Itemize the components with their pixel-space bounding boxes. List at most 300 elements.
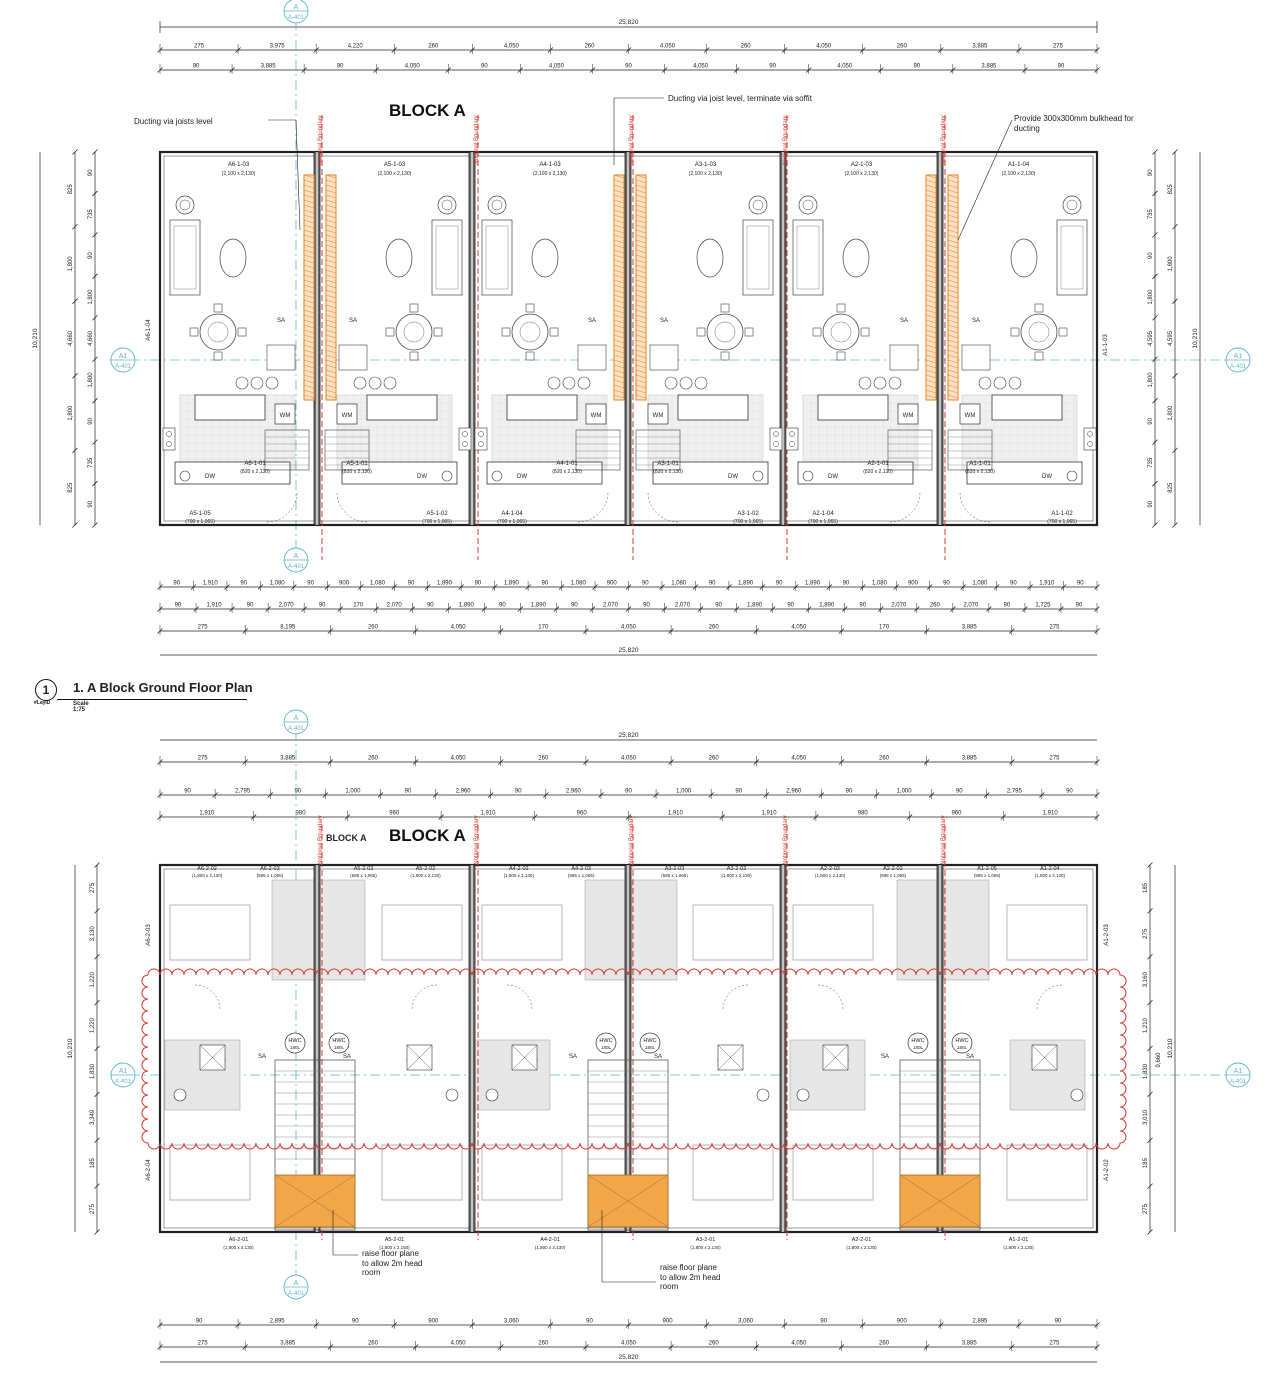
ff-top-dims-1-label: 4,050 [450,755,466,762]
gf-window-bottom-id: A5-1-05 [189,511,211,517]
ff-top-dims-1-label: 260 [879,755,890,762]
gf-bottom-dims-3-label: 260 [367,624,378,631]
gf-bottom-dims-1-label: 90 [407,580,415,587]
ff-top-dims-3-label: 960 [576,810,587,817]
gf-coffee-table [532,239,558,277]
gf-sa-label: SA [587,318,597,324]
gf-section-marker-bottom-sheet: A-401 [287,564,305,570]
ff-left-dims-label: 185 [90,1158,96,1169]
ff-top-dims-3-label: 960 [389,810,400,817]
plan-number-circle: 1 [35,679,57,701]
gf-sofa [793,220,823,295]
ff-window-bottom-size: (1,800 x 2,130) [223,1245,254,1250]
gf-bar-stool [1009,377,1021,389]
ff-top-dims-3-label: 980 [857,810,868,817]
gf-left-dims-2-label: 90 [88,500,94,508]
gf-bar-stool [251,377,263,389]
gf-door-swing [267,492,297,522]
ff-bottom-dims-2-label: 275 [1049,1340,1060,1347]
ff-bed-top [793,905,873,960]
gf-bottom-dims-2-label: 90 [1075,602,1083,609]
ff-side-window-right-top: A1-2-03 [1104,924,1110,946]
gf-window-top-id: A1-1-04 [1007,162,1030,168]
gf-window-bottom-size: (700 x 1,065) [497,519,527,525]
gf-dining-chair [190,328,198,336]
gf-left-total-label: 10,210 [32,328,39,349]
gf-dining-table [512,314,548,350]
gf-dining-chair [526,304,534,312]
gf-dining-chair [1035,304,1043,312]
gf-wm-label: WM [902,413,914,419]
note-ducting-soffit: Ducting via joist level, terminate via soffit [668,94,812,103]
gf-bar-stool [665,377,677,389]
gf-fridge [578,345,606,370]
gf-note-leader [296,120,300,230]
plan-title-text: 1. A Block Ground Floor Plan [73,680,253,695]
ff-bottom-dims-2-label: 260 [879,1340,890,1347]
gf-bottom-dims-1-label: 90 [1009,580,1017,587]
ff-window-top-id: A5-2-03 [353,866,374,872]
ff-bed-bottom [1007,1145,1087,1200]
gf-bottom-dims-2-label: 260 [929,602,940,609]
gf-right-dims-label: 825 [1168,482,1174,493]
gf-fridge [890,345,918,370]
ff-top-dims-1-label: 275 [197,755,208,762]
gf-dining-chair [502,328,510,336]
gf-side-window-left: A6-1-04 [146,319,152,341]
gf-kitchen-island [818,395,888,420]
gf-dining-chair [410,304,418,312]
gf-bottom-dims-1-label: 900 [339,580,350,587]
gf-right-dims-2-label: 90 [1148,169,1154,177]
ff-window-top-id: A3-2-02 [726,866,747,872]
gf-left-dims-2-label: 90 [88,418,94,425]
ff-top-dims-2-label: 90 [955,788,963,795]
gf-bottom-dims-1-label: 1,080 [570,580,586,587]
gf-section-marker-top-sheet: A-401 [287,15,305,21]
ff-window-top-size: (585 x 1,065) [350,873,377,878]
gf-left-dims-2-label: 90 [88,252,94,259]
gf-dining-chair [434,328,442,336]
gf-bottom-dims-2-label: 2,070 [963,602,979,609]
ff-window-top-size: (1,800 x 2,130) [191,873,223,878]
gf-dining-table [396,314,432,350]
ff-bed-top [1007,905,1087,960]
gf-right-dims-2-label: 90 [1148,252,1154,259]
ff-hwc-volume: 180L [289,1045,301,1050]
gf-dining-chair [1011,328,1019,336]
gf-left-dims-2-label: 735 [88,209,94,220]
gf-bottom-dims-2-label: 170 [353,602,364,609]
gf-armchair-seat [180,200,190,210]
gf-window-mid-size: (820 x 2,130) [552,469,582,475]
ff-top-dims-1-label: 4,050 [791,755,807,762]
gf-right-dims-2-label: 1,800 [1148,289,1154,305]
ff-sa-label: SA [342,1054,352,1060]
gf-bottom-dims-2-label: 90 [426,602,434,609]
gf-window-mid-size: (820 x 2,130) [653,469,683,475]
gf-right-dims-2-label: 90 [1148,500,1154,508]
ff-top-dims-1-label: 260 [538,755,549,762]
gf-right-dims-2-label: 90 [1148,418,1154,425]
gf-top-dims-2-label: 4,050 [693,63,709,70]
ff-bottom-dims-1-label: 90 [351,1318,359,1325]
gf-dining-chair [386,328,394,336]
gf-dining-table [823,314,859,350]
ff-bathroom-floor [632,880,677,980]
ff-top-dims-3-label: 1,910 [761,810,777,817]
gf-dw-label: DW [205,474,215,480]
gf-bottom-dims-2-label: 1,890 [819,602,835,609]
gf-section-marker-right-sheet: A-401 [1229,364,1247,370]
gf-right-dims-label: 1,800 [1168,256,1174,272]
gf-bottom-dims-1-label: 90 [842,580,850,587]
gf-bottom-dims-2-label: 1,725 [1035,602,1051,609]
gf-bottom-dims-2-label: 1,910 [206,602,222,609]
ff-hwc-label: HWC [955,1038,969,1044]
ff-right-dims-label: 1,830 [1143,1063,1149,1079]
ff-bed-top [170,905,250,960]
ff-side-window-right-bottom: A1-2-02 [1104,1159,1110,1181]
gf-bottom-dims-1-label: 1,910 [202,580,218,587]
ff-basin [446,1089,458,1101]
gf-sofa-cushion [174,226,196,289]
ff-bathroom-floor [272,880,317,980]
gf-window-top-id: A3-1-03 [694,162,717,168]
gf-dw-label: DW [517,474,527,480]
gf-bottom-dims-1-label: 1,080 [871,580,887,587]
ff-top-dims-2-label: 90 [735,788,743,795]
ff-window-top-id: A6-2-02 [197,866,217,872]
ff-window-top-id: A2-2-03 [820,866,840,872]
gf-bottom-dims-2-label: 90 [859,602,867,609]
gf-left-dims-2-label: 90 [88,169,94,177]
ff-right-dims-label: 3,160 [1143,972,1149,988]
gf-dining-table-inner [404,322,424,342]
gf-bar-stool [680,377,692,389]
gf-sofa-cushion [1061,226,1083,289]
gf-door-swing [960,492,990,522]
ff-bottom-dims-1-label: 90 [820,1318,828,1325]
gf-kitchen-island [367,395,437,420]
ff-window-bottom-id: A6-2-01 [228,1237,249,1243]
gf-dining-chair [550,328,558,336]
ff-hwc-label: HWC [911,1038,925,1044]
ff-top-dims-2-label: 2,960 [565,788,581,795]
gf-top-dims-2-label: 3,885 [260,63,276,70]
gf-dining-table [200,314,236,350]
ff-window-top-size: (585 x 1,065) [973,873,1001,878]
ff-section-marker-bottom-sheet: A-401 [287,1291,305,1297]
gf-window-mid-id: A3-1-01 [657,461,679,467]
gf-bottom-dims-1-label: 90 [708,580,716,587]
ff-hwc-volume: 180L [600,1045,612,1050]
ff-window-bottom-id: A2-2-01 [851,1237,872,1243]
gf-window-bottom-id: A5-1-02 [426,511,448,517]
ff-bottom-total-label: 25,820 [618,1354,639,1361]
ff-top-dims-3-label: 980 [295,810,306,817]
gf-armchair-seat [492,200,502,210]
ff-bed-bottom [170,1145,250,1200]
gf-bottom-dims-2-label: 90 [571,602,578,609]
gf-notional-boundary-label: Notional Boundary [783,115,789,165]
ff-window-bottom-id: A1-2-01 [1008,1237,1029,1243]
gf-sofa [482,220,512,295]
gf-window-mid-id: A5-1-01 [346,461,368,467]
ff-sa-label: SA [257,1054,267,1060]
gf-window-mid-id: A1-1-01 [969,461,991,467]
gf-coffee-table [220,239,246,277]
gf-bottom-dims-2-label: 2,070 [675,602,691,609]
gf-top-dims-1-label: 3,885 [972,43,988,50]
ff-left-dims-label: 1,830 [90,1063,96,1079]
gf-dining-table-inner [520,322,540,342]
gf-door-swing [648,492,678,522]
gf-overall-dim-label: 25,820 [618,19,639,26]
gf-sofa-cushion [747,226,769,289]
ff-bottom-dims-2-label: 4,050 [620,1340,637,1347]
gf-window-top-id: A4-1-03 [539,162,561,168]
gf-top-dims-2-label: 90 [481,63,488,70]
gf-bottom-dims-2-label: 90 [499,602,506,609]
ff-side-window-left-bottom: A6-2-04 [146,1159,152,1181]
gf-bottom-dims-1-label: 900 [907,580,918,587]
gf-sofa [170,220,200,295]
gf-bottom-dims-2-label: 1,890 [530,602,546,609]
ff-right-dims-label: 275 [1143,928,1149,939]
ff-sa-label: SA [653,1054,663,1060]
gf-bar-stool [548,377,560,389]
ff-bottom-dims-1-label: 90 [1054,1318,1062,1325]
gf-bottom-dims-1-label: 1,910 [1039,580,1055,587]
gf-bottom-dims-1-label: 1,080 [370,580,386,587]
ff-top-dims-2-label: 2,795 [235,788,251,795]
ff-window-top-id: A2-2-02 [883,866,903,872]
ff-bottom-dims-1-label: 900 [896,1318,907,1325]
ff-window-top-size: (1,800 x 2,130) [410,873,441,878]
ff-bottom-dims-2-label: 3,885 [961,1340,977,1347]
note-raise-floor-1: raise floor plane to allow 2m head room [362,1249,423,1278]
gf-bottom-dims-3-label: 4,050 [791,624,807,631]
gf-kitchen-bench [175,462,290,484]
gf-window-bottom-id: A4-1-04 [501,511,523,517]
gf-bottom-dims-1-label: 90 [173,580,181,587]
gf-bar-stool [859,377,871,389]
ff-basin [486,1089,498,1101]
ff-top-dims-3-label: 1,910 [480,810,496,817]
ff-top-dims-2-label: 90 [514,788,522,795]
gf-left-dims-2-label: 1,800 [88,372,94,388]
first-block-title-small: BLOCK A [326,833,367,843]
gf-right-dims-label: 1,800 [1168,405,1174,421]
ff-notional-boundary-label: Notional Boundary [941,815,947,865]
ff-bottom-dims-2-label: 4,050 [791,1340,807,1347]
gf-armchair [749,196,767,214]
plan-sheet-id: #LayID [34,700,51,706]
ff-top-dims-2-label: 2,960 [455,788,471,795]
ff-left-dims-label: 3,349 [90,1109,96,1125]
gf-dw-label: DW [828,474,838,480]
gf-kitchen-island [992,395,1062,420]
gf-dw-label: DW [1042,474,1052,480]
gf-bar-stool [695,377,707,389]
ff-window-top-id: A3-2-03 [664,866,685,872]
gf-top-dims-2-label: 90 [336,63,344,70]
ff-top-dims-2-label: 2,795 [1006,788,1022,795]
gf-top-dims-1-label: 275 [1052,43,1063,50]
gf-window-bottom-id: A1-1-02 [1051,511,1073,517]
ff-basin [797,1089,809,1101]
ff-hwc-label: HWC [332,1038,346,1044]
ff-bottom-dims-1-label: 90 [586,1318,593,1325]
gf-armchair-seat [753,200,763,210]
gf-top-dims-1-label: 4,050 [660,43,676,50]
ff-right-total-label: 10,210 [1167,1038,1174,1059]
gf-bottom-dims-2-label: 90 [643,602,650,609]
gf-bottom-total-label: 25,820 [618,647,639,654]
gf-dining-chair [837,352,845,360]
gf-dining-chair [721,352,729,360]
gf-armchair-seat [442,200,452,210]
ff-window-top-id: A1-2-05 [977,866,997,872]
gf-dining-chair [214,352,222,360]
gf-bottom-dims-2-label: 2,070 [278,602,294,609]
plan-scale: Scale 1:75 [73,701,89,713]
gf-left-dims-2-label: 735 [88,457,94,468]
gf-window-mid-size: (820 x 2,130) [965,469,995,475]
ff-window-top-size: (585 x 1,065) [879,873,907,878]
ff-window-bottom-size: (1,800 x 2,130) [534,1245,566,1250]
gf-right-dims-2-label: 4,595 [1148,330,1154,347]
ff-door-swing [1037,985,1062,1010]
ff-top-dims-1-label: 3,885 [280,755,296,762]
ff-section-marker-left-letter: A1 [118,1068,128,1075]
gf-left-dims-2-label: 1,800 [88,289,94,305]
gf-bottom-dims-1-label: 1,890 [738,580,754,587]
ff-window-top-id: A4-2-03 [571,866,591,872]
ff-top-dims-2-label: 90 [294,788,302,795]
ff-window-top-id: A4-2-02 [509,866,529,872]
gf-window-top-id: A2-1-03 [850,162,873,168]
gf-dining-table-inner [208,322,228,342]
gf-sofa-cushion [436,226,458,289]
gf-window-bottom-size: (700 x 1,065) [185,519,215,525]
gf-window-mid-id: A6-1-01 [244,461,266,467]
gf-dining-table [1021,314,1057,350]
gf-dining-chair [526,352,534,360]
ff-section-marker-top-letter: A [293,715,299,722]
note-bulkhead: Provide 300x300mm bulkhead for ducting [1014,114,1134,133]
ff-top-dims-3-label: 1,910 [667,810,683,817]
ff-hwc-volume: 180L [644,1045,656,1050]
ff-right-dims-label: 185 [1143,1158,1149,1169]
gf-right-dims-2-label: 735 [1148,457,1154,468]
ff-bed-top [482,905,562,960]
ff-bottom-dims-2-label: 275 [197,1340,208,1347]
gf-left-dims-2-label: 4,660 [88,330,94,347]
ff-side-window-left-top: A6-2-03 [146,924,152,946]
ff-left-dims-label: 275 [90,882,96,893]
first-block-title: BLOCK A [389,826,466,845]
gf-kitchen-island [195,395,265,420]
ff-door-swing [195,985,220,1010]
ff-top-dims-2-label: 90 [1066,788,1073,795]
gf-bottom-dims-2-label: 90 [174,602,182,609]
gf-notional-boundary-label: Notional Boundary [629,115,635,165]
gf-sofa-cushion [486,226,508,289]
ff-window-top-size: (1,800 x 2,130) [721,873,752,878]
gf-armchair [488,196,506,214]
gf-bar-stool [236,377,248,389]
gf-armchair [1063,196,1081,214]
ff-notional-boundary-label: Notional Boundary [474,815,480,865]
ff-bottom-dims-2-label: 260 [708,1340,719,1347]
ff-bathroom-floor [944,880,989,980]
gf-dining-table-inner [715,322,735,342]
gf-fridge [267,345,295,370]
gf-kitchen-island [678,395,748,420]
ff-door-swing [412,985,437,1010]
ff-window-top-id: A6-2-03 [260,866,280,872]
gf-window-mid-size: (820 x 2,130) [342,469,372,475]
ff-section-marker-bottom-letter: A [293,1280,299,1287]
gf-bar-stool [563,377,575,389]
ff-bed-bottom [693,1145,773,1200]
gf-dining-table-inner [831,322,851,342]
gf-coffee-table [1011,239,1037,277]
ff-top-dims-1-label: 3,885 [961,755,977,762]
gf-bottom-dims-1-label: 90 [541,580,549,587]
ff-window-top-id: A1-2-04 [1040,866,1060,872]
gf-bottom-dims-3-label: 170 [879,624,890,631]
ff-top-dims-2-label: 2,960 [786,788,802,795]
ff-right-dims-label: 1,210 [1143,1018,1149,1034]
gf-side-window-right: A1-1-03 [1103,334,1109,356]
gf-bottom-dims-2-label: 90 [246,602,254,609]
ff-window-top-id: A5-2-02 [415,866,436,872]
ff-bottom-dims-2-label: 4,050 [450,1340,466,1347]
ff-window-bottom-size: (1,800 x 2,130) [846,1245,877,1250]
gf-bar-stool [994,377,1006,389]
gf-bottom-dims-3-label: 275 [197,624,208,631]
gf-bottom-dims-3-label: 8,195 [280,624,296,631]
gf-bottom-dims-2-label: 2,070 [602,602,618,609]
gf-dining-chair [410,352,418,360]
gf-dining-chair [837,304,845,312]
ff-top-dims-2-label: 1,000 [896,788,912,795]
gf-dining-chair [238,328,246,336]
gf-right-dims-label: 825 [1168,184,1174,195]
gf-top-dims-1-label: 260 [896,43,907,50]
ff-window-top-size: (585 x 1,065) [256,873,284,878]
ff-window-top-size: (585 x 1,065) [567,873,595,878]
gf-top-dims-1-label: 3,975 [269,43,285,50]
gf-wm-label: WM [341,413,353,419]
gf-bottom-dims-1-label: 1,080 [269,580,285,587]
ff-bottom-dims-2-label: 260 [538,1340,549,1347]
gf-door-swing [337,492,367,522]
ff-sa-label: SA [568,1054,578,1060]
gf-bottom-dims-3-label: 275 [1049,624,1060,631]
ff-bathroom-floor [585,880,630,980]
gf-window-top-size: (2,100 x 2,130) [533,171,567,177]
ff-bottom-dims-1-label: 3,060 [738,1318,754,1325]
gf-dining-chair [697,328,705,336]
note-ducting-joists: Ducting via joists level [134,117,213,126]
ff-top-dims-1-label: 4,050 [620,755,637,762]
gf-top-dims-1-label: 4,050 [816,43,832,50]
gf-bar-stool [889,377,901,389]
